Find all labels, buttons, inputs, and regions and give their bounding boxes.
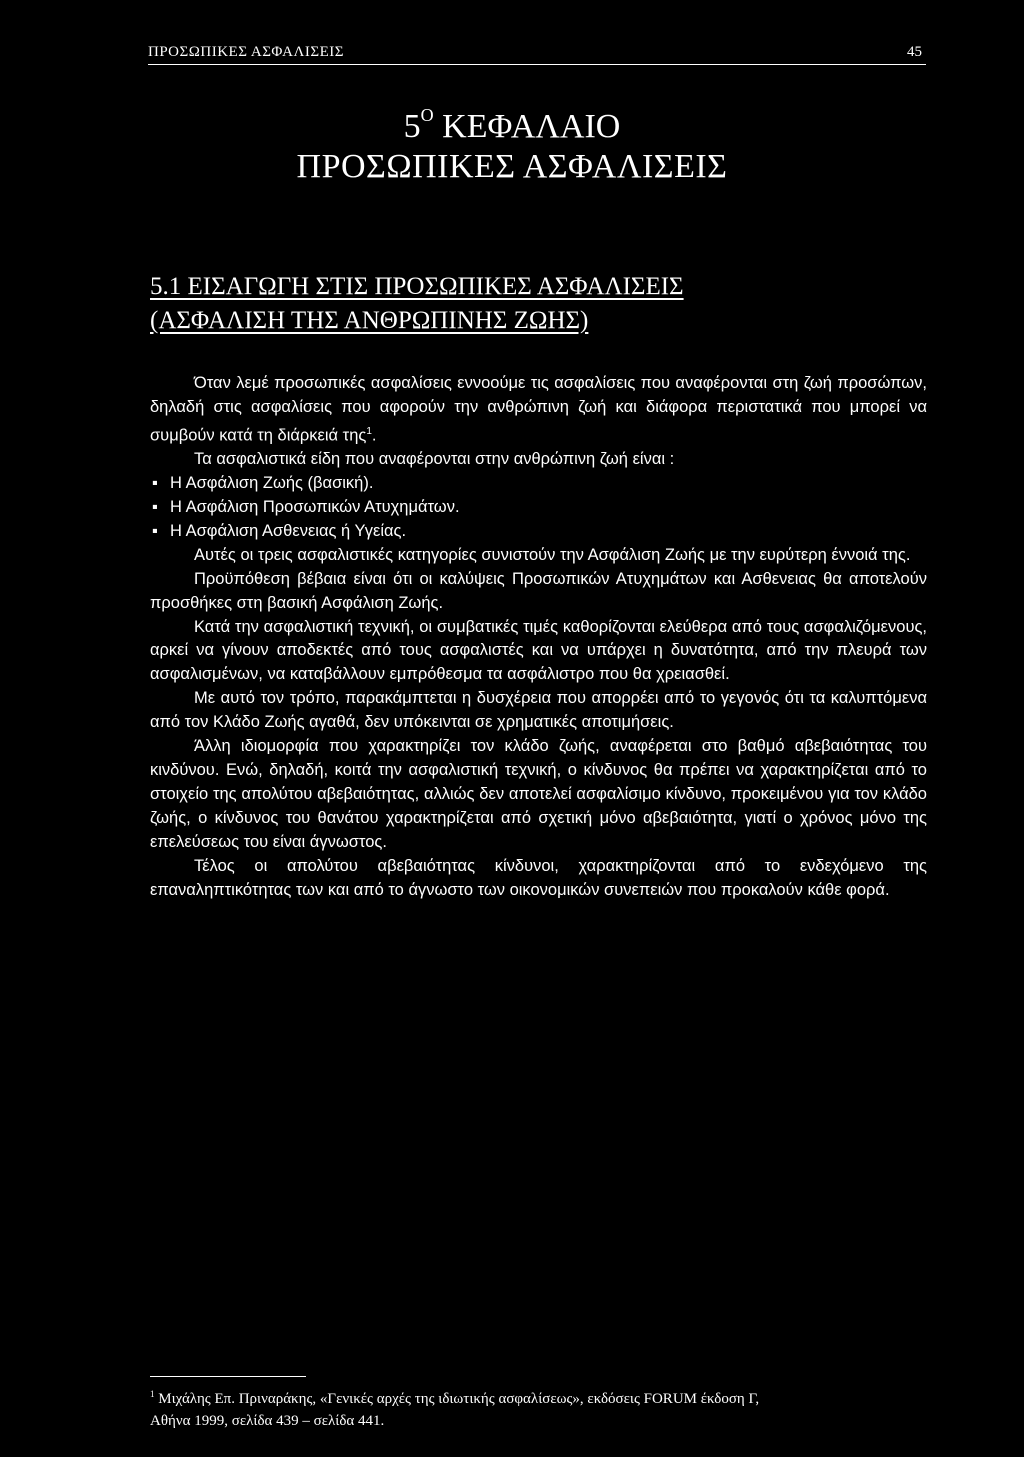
list-item <box>152 520 927 544</box>
section-heading-line2: (ΑΣΦΑΛΙΣΗ ΤΗΣ ΑΝΘΡΩΠΙΝΗΣ ΖΩΗΣ) <box>150 307 589 334</box>
list-item <box>152 472 927 496</box>
chapter-number <box>0 104 1024 146</box>
running-header <box>148 44 926 65</box>
running-header-title: ΠΡΟΣΩΠΙΚΕΣ ΑΣΦΑΛΙΣΕΙΣ <box>148 44 344 60</box>
footnote-line2: Αθήνα 1999, σελίδα 439 – σελίδα 441. <box>150 1413 385 1429</box>
chapter-title: ΠΡΟΣΩΠΙΚΕΣ ΑΣΦΑΛΙΣΕΙΣ <box>296 148 728 185</box>
chapter-number-digit: 5 <box>403 108 421 145</box>
list-item-text: Η Ασφάλιση Προσωπικών Ατυχημάτων. <box>170 498 460 517</box>
bullet-icon: ▪ <box>152 521 158 540</box>
chapter-word: ΚΕΦΑΛΑΙΟ <box>442 108 621 145</box>
footnote <box>150 1383 910 1432</box>
paragraph-2: Τα ασφαλιστικά είδη που αναφέρονται στην ανθρώπινη ζωή είναι : <box>194 450 675 469</box>
body-text <box>150 372 927 902</box>
paragraph-8: Τέλος οι απολύτου αβεβαιότητας κίνδυνοι, χαρακτηρίζονται από το ενδεχόμενο της επαναληπτικότητας των και από το άγνωστο των οικονομικών συνεπειών που προκαλούν κάθε φορά. <box>150 856 927 899</box>
paragraph-3: Αυτές οι τρεις ασφαλιστικές κατηγορίες συνιστούν την Ασφάλιση Ζωής με την ευρύτερη έννοιά της. <box>194 545 911 564</box>
section-heading-line1: 5.1 ΕΙΣΑΓΩΓΗ ΣΤΙΣ ΠΡΟΣΩΠΙΚΕΣ ΑΣΦΑΛΙΣΕΙΣ <box>150 273 684 300</box>
section-heading <box>150 270 850 338</box>
paragraph-4: Προϋπόθεση βέβαια είναι ότι οι καλύψεις Προσωπικών Ατυχημάτων και Ασθενειας θα αποτελούν προσθήκες στη βασική Ασφάλιση Ζωής. <box>150 569 927 612</box>
paragraph-7: Άλλη ιδιομορφία που χαρακτηρίζει τον κλάδο ζωής, αναφέρεται στο βαθμό αβεβαιότητας του κινδύνου. Ενώ, δηλαδή, κοιτά την ασφαλιστική τεχνική, ο κίνδυνος θα πρέπει να χαρακτηρίζεται από το στοιχείο της απολύτου αβεβαιότητας, αλλιώς δεν αποτελεί ασφαλίσιμο κίνδυνο, προκειμένου για τον κλάδο ζωής, ο κίνδυνος του θανάτου χαρακτηρίζεται από σχετική μόνο αβεβαιότητα, γιατί ο χρόνος μόνο της επελεύσεως του είναι άγνωστος. <box>150 737 927 851</box>
list-item <box>152 496 927 520</box>
bullet-icon: ▪ <box>152 474 158 493</box>
insurance-types-list <box>150 472 927 544</box>
footnote-divider <box>150 1376 306 1377</box>
list-item-text: Η Ασφάλιση Ασθενειας ή Υγείας. <box>170 521 407 540</box>
footnote-ref: 1 <box>366 425 372 437</box>
chapter-number-suffix: Ο <box>420 104 434 125</box>
list-item-text: Η Ασφάλιση Ζωής (βασική). <box>170 474 374 493</box>
paragraph-1-text: Όταν λεμέ προσωπικές ασφαλίσεις εννοούμε τις ασφαλίσεις που αναφέρονται στη ζωή προσώπων, δηλαδή στις ασφαλίσεις που αφορούν την ανθρώπινη ζωή και διάφορα περιστατικά που μπορεί να συμβούν κατά τη διάρκειά της <box>150 374 927 445</box>
bullet-icon: ▪ <box>152 498 158 517</box>
footnote-marker: 1 <box>150 1389 155 1399</box>
page-number: 45 <box>907 44 922 60</box>
footnote-line1-text: Μιχάλης Επ. Πριναράκης, «Γενικές αρχές της ιδιωτικής ασφαλίσεως», εκδόσεις FORUM έκδοση Γ, <box>158 1391 760 1407</box>
paragraph-5: Κατά την ασφαλιστική τεχνική, οι συμβατικές τιμές καθορίζονται ελεύθερα από τους ασφαλιζόμενους, αρκεί να γίνουν αποδεκτές από τους ασφαλιστές και να υπάρχει η δυνατότητα, από την πλευρά των ασφαλισμένων, να καταβάλλουν εμπρόθεσμα τα ασφάλιστρο που θα χρειασθεί. <box>150 617 927 684</box>
footnote-line1 <box>150 1383 910 1410</box>
paragraph-6: Με αυτό τον τρόπο, παρακάμπτεται η δυσχέρεια που απορρέει από το γεγονός ότι τα καλυπτόμενα από τον Κλάδο Ζωής αγαθά, δεν υπόκεινται σε χρηματικές αποτιμήσεις. <box>150 689 927 732</box>
paragraph-1-end: . <box>371 426 377 445</box>
paragraph-1 <box>150 372 927 448</box>
